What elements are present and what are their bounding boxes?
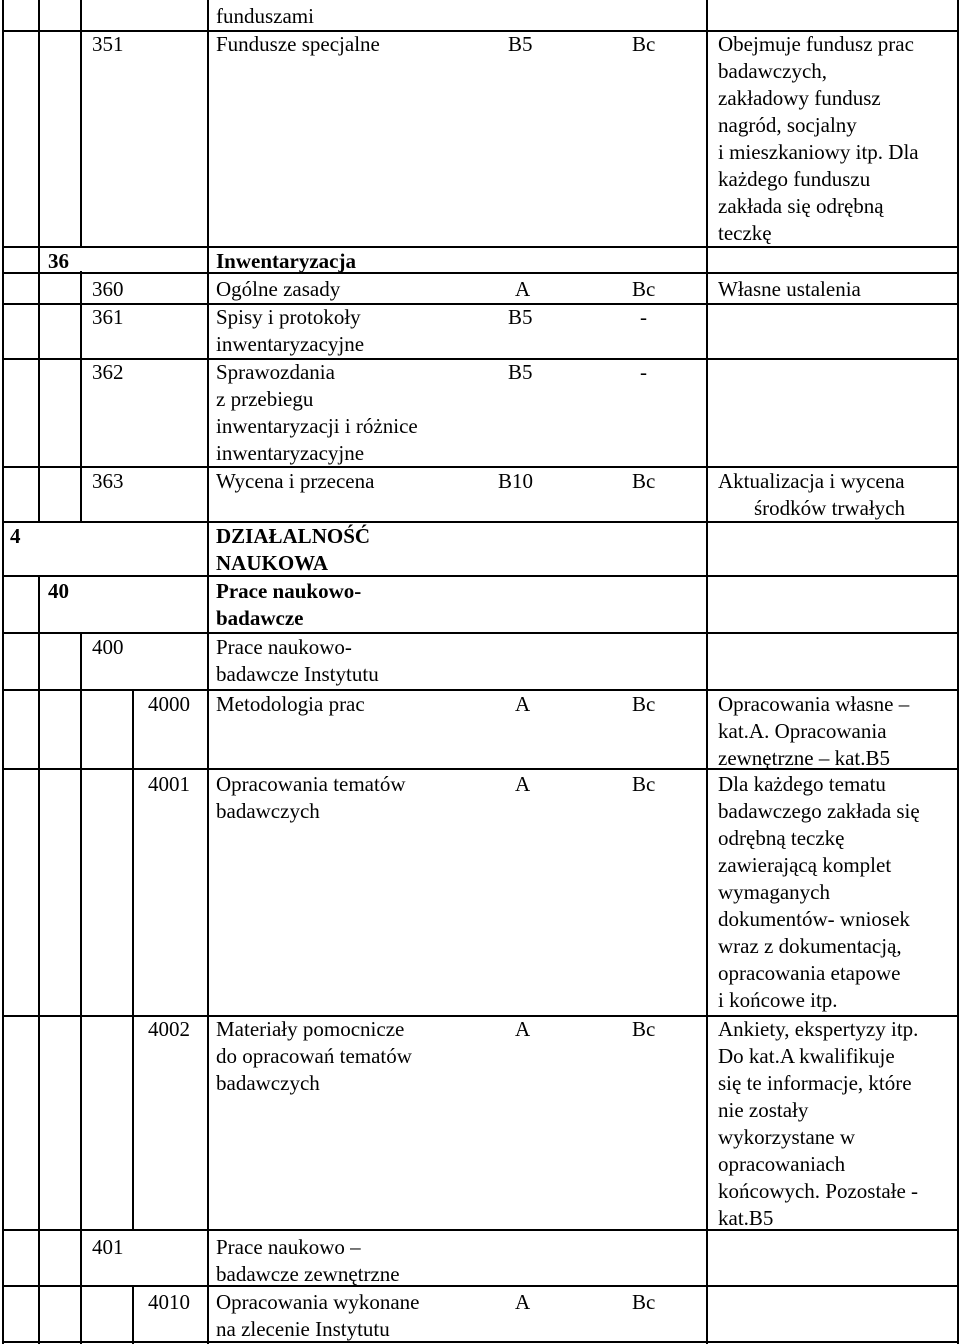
remarks-line: końcowych. Pozostałe - <box>718 1179 919 1203</box>
cell-subcategory: - <box>640 305 647 329</box>
cell-code: 351 <box>92 32 124 56</box>
cell-description <box>216 771 406 825</box>
remarks-line: i końcowe itp. <box>718 988 838 1012</box>
remarks-line: Obejmuje fundusz prac <box>718 32 914 56</box>
row-divider <box>2 1285 958 1287</box>
row-divider <box>2 358 958 360</box>
remarks-line: Opracowania własne – <box>718 692 910 716</box>
cell-category: A <box>515 692 531 716</box>
remarks-line: opracowaniach <box>718 1152 846 1176</box>
description-line: Prace naukowo – <box>216 1235 361 1259</box>
remarks-line: badawczych, <box>718 59 828 83</box>
remarks-line: Do kat.A kwalifikuje <box>718 1044 895 1068</box>
remarks-line: wraz z dokumentacją, <box>718 934 902 958</box>
description-line: inwentaryzacji i różnice <box>216 414 418 438</box>
remarks-line: środków trwałych <box>754 496 906 520</box>
cell-description: Ogólne zasady <box>216 277 341 301</box>
cell-code: 4002 <box>148 1017 190 1041</box>
remarks-line: zawierającą komplet <box>718 853 892 877</box>
description-line: Opracowania wykonane <box>216 1290 420 1314</box>
remarks-line: nagród, socjalny <box>718 113 857 137</box>
description-line: do opracowań tematów <box>216 1044 412 1068</box>
cell-subcategory: Bc <box>632 1017 656 1041</box>
table-border-right <box>957 0 959 1344</box>
cell-subcategory: Bc <box>632 32 656 56</box>
description-line: Materiały pomocnicze <box>216 1017 405 1041</box>
cell-category: B5 <box>508 32 533 56</box>
column-divider <box>132 1285 134 1344</box>
column-divider <box>207 0 209 1344</box>
cell-description <box>216 523 370 577</box>
description-line: Sprawozdania <box>216 360 335 384</box>
cell-code: 36 <box>48 249 69 273</box>
cell-code: 4001 <box>148 772 190 796</box>
cell-description <box>216 634 379 688</box>
remarks-line: zakładowy fundusz <box>718 86 881 110</box>
description-line: Spisy i protokoły <box>216 305 361 329</box>
cell-code: 361 <box>92 305 124 329</box>
column-divider <box>80 0 82 246</box>
remarks-line: nie zostały <box>718 1098 809 1122</box>
cell-subcategory: Bc <box>632 277 656 301</box>
cell-description <box>216 359 418 467</box>
description-line: Prace naukowo- <box>216 635 352 659</box>
cell-description: Metodologia prac <box>216 692 365 716</box>
description-line: badawcze Instytutu <box>216 662 379 686</box>
cell-description <box>216 1234 400 1288</box>
cell-subcategory: Bc <box>632 1290 656 1314</box>
row-divider <box>2 1341 958 1343</box>
cell-code: 4 <box>10 524 21 548</box>
cell-code: 4000 <box>148 692 190 716</box>
column-divider <box>38 0 40 521</box>
cell-remarks <box>718 468 905 522</box>
cell-category: B5 <box>508 305 533 329</box>
cell-description <box>216 578 361 632</box>
cell-category: A <box>515 1017 531 1041</box>
cell-description <box>216 1016 412 1097</box>
cell-description: Inwentaryzacja <box>216 249 356 273</box>
column-divider <box>80 632 82 1344</box>
description-line: badawczych <box>216 799 320 823</box>
cell-code: 363 <box>92 469 124 493</box>
remarks-line: badawczego zakłada się <box>718 799 920 823</box>
cell-code: 400 <box>92 635 124 659</box>
cell-subcategory: Bc <box>632 469 656 493</box>
description-line: DZIAŁALNOŚĆ <box>216 524 371 548</box>
remarks-line: teczkę <box>718 221 772 245</box>
column-divider <box>706 0 708 1344</box>
cell-description <box>216 1289 420 1343</box>
column-divider <box>132 689 134 1229</box>
cell-code: 40 <box>48 579 69 603</box>
remarks-line: się te informacje, które <box>718 1071 912 1095</box>
remarks-line: dokumentów- wniosek <box>718 907 910 931</box>
cell-code: 360 <box>92 277 124 301</box>
remarks-line: zewnętrzne – kat.B5 <box>718 746 891 770</box>
remarks-line: i mieszkaniowy itp. Dla <box>718 140 919 164</box>
description-line: inwentaryzacyjne <box>216 332 365 356</box>
remarks-line: zakłada się odrębną <box>718 194 884 218</box>
description-line: NAUKOWA <box>216 551 329 575</box>
cell-code: 362 <box>92 360 124 384</box>
remarks-line: kat.A. Opracowania <box>718 719 887 743</box>
description-line: badawcze <box>216 606 304 630</box>
table-border-left <box>2 0 4 1344</box>
description-line: inwentaryzacyjne <box>216 441 365 465</box>
cell-code: 401 <box>92 1235 124 1259</box>
row-divider <box>2 632 958 634</box>
cell-remarks <box>718 31 919 247</box>
cell-remarks <box>718 691 909 772</box>
description-line: na zlecenie Instytutu <box>216 1317 390 1341</box>
cell-category: B5 <box>508 360 533 384</box>
cell-subcategory: Bc <box>632 692 656 716</box>
description-line: Prace naukowo- <box>216 579 362 603</box>
cell-subcategory: - <box>640 360 647 384</box>
column-divider <box>80 271 82 521</box>
cell-remarks: Własne ustalenia <box>718 277 861 301</box>
row-divider <box>2 272 958 274</box>
cell-description: funduszami <box>216 4 314 28</box>
cell-category: A <box>515 277 531 301</box>
cell-description: Fundusze specjalne <box>216 32 380 56</box>
remarks-line: wykorzystane w <box>718 1125 856 1149</box>
remarks-line: Dla każdego tematu <box>718 772 886 796</box>
description-line: Opracowania tematów <box>216 772 406 796</box>
remarks-line: odrębną teczkę <box>718 826 845 850</box>
remarks-line: kat.B5 <box>718 1206 774 1230</box>
description-line: badawcze zewnętrzne <box>216 1262 400 1286</box>
cell-remarks <box>718 771 920 1014</box>
remarks-line: opracowania etapowe <box>718 961 901 985</box>
row-divider <box>2 303 958 305</box>
row-divider <box>2 575 958 577</box>
remarks-line: wymaganych <box>718 880 830 904</box>
cell-code: 4010 <box>148 1290 190 1314</box>
cell-description: Wycena i przecena <box>216 469 375 493</box>
cell-category: A <box>515 1290 531 1314</box>
description-line: badawczych <box>216 1071 320 1095</box>
remarks-line: Ankiety, ekspertyzy itp. <box>718 1017 919 1041</box>
cell-category: B10 <box>498 469 534 493</box>
cell-remarks <box>718 1016 918 1232</box>
cell-description <box>216 304 364 358</box>
remarks-line: każdego funduszu <box>718 167 871 191</box>
cell-category: A <box>515 772 531 796</box>
cell-subcategory: Bc <box>632 772 656 796</box>
description-line: z przebiegu <box>216 387 314 411</box>
remarks-line: Aktualizacja i wycena <box>718 469 905 493</box>
